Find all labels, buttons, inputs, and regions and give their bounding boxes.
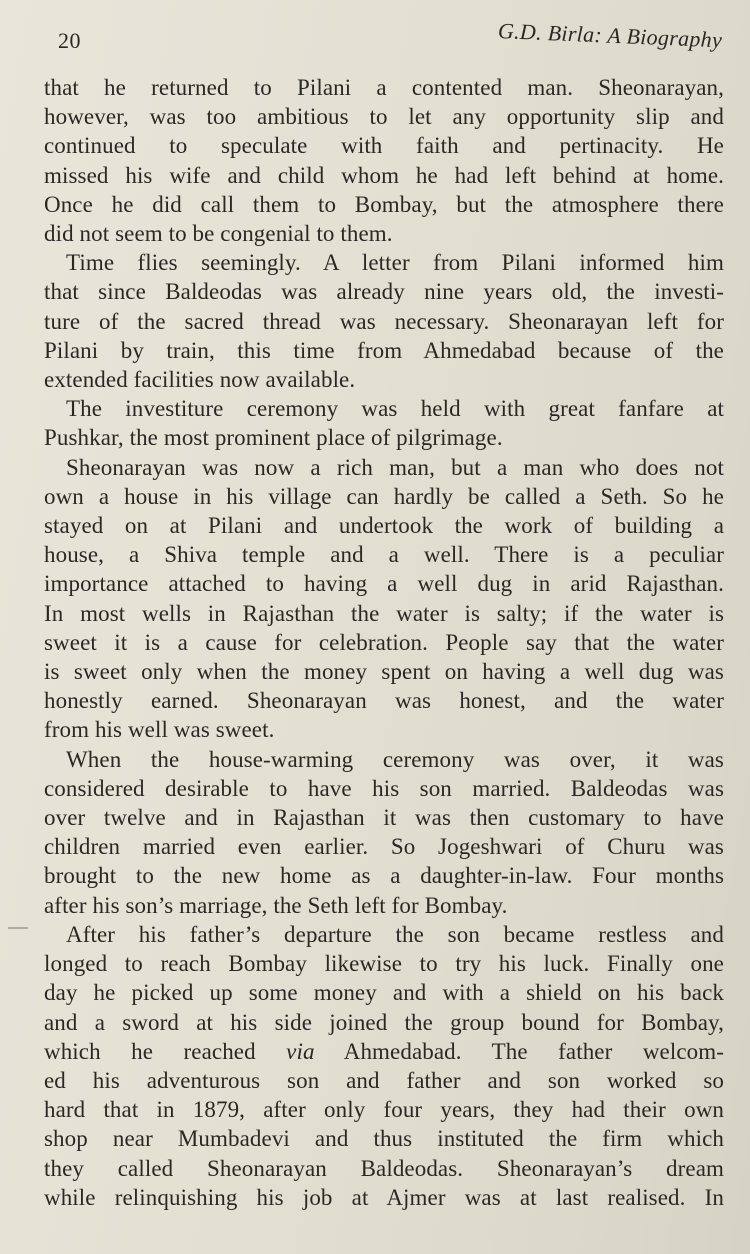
text-line: extended facilities now available. <box>44 367 356 393</box>
body-text <box>44 73 724 1212</box>
running-title: G.D. Birla: A Biography <box>497 18 723 53</box>
text-line: The investiture ceremony was held with great fanfare at <box>66 396 724 422</box>
text-line: that he returned to Pilani a contented man. Sheonarayan, <box>44 75 724 100</box>
text-line: hard that in 1879, after only four years, they had their own <box>44 1097 724 1123</box>
page-header <box>58 16 722 56</box>
text-line: that since Baldeodas was already nine years old, the investi- <box>44 279 724 305</box>
text-line: Once he did call them to Bombay, but the atmosphere there <box>44 191 724 217</box>
text-line: from his well was sweet. <box>44 717 275 743</box>
text-line: When the house-warming ceremony was over, it was <box>66 746 724 772</box>
page-number: 20 <box>58 28 81 53</box>
text-line: missed his wife and child whom he had left behind at home. <box>44 162 724 188</box>
text-line: while relinquishing his job at Ajmer was at last realised. In <box>44 1184 724 1210</box>
margin-pencil-mark <box>8 927 28 929</box>
text-line: shop near Mumbadevi and thus instituted the firm which <box>44 1126 724 1152</box>
text-line: which he reached via Ahmedabad. The father welcom- <box>44 1038 724 1064</box>
text-line: Time flies seemingly. A letter from Pilani informed him <box>66 250 724 276</box>
text-line: over twelve and in Rajasthan it was then customary to have <box>44 805 724 831</box>
text-line: Pilani by train, this time from Ahmedabad because of the <box>44 337 724 363</box>
text-line: house, a Shiva temple and a well. There is a peculiar <box>44 542 724 568</box>
text-line: Sheonarayan was now a rich man, but a man who does not <box>66 454 724 480</box>
text-line: ed his adventurous son and father and son worked so <box>44 1067 724 1093</box>
text-line: Pushkar, the most prominent place of pilgrimage. <box>44 425 503 451</box>
paragraph <box>44 920 724 1212</box>
text-line: stayed on at Pilani and undertook the work of building a <box>44 513 724 539</box>
text-line: importance attached to having a well dug in arid Rajasthan. <box>44 571 724 597</box>
text-line: however, was too ambitious to let any opportunity slip and <box>44 104 724 130</box>
text-line: they called Sheonarayan Baldeodas. Sheonarayan’s dream <box>44 1155 724 1181</box>
text-line: children married even earlier. So Jogeshwari of Churu was <box>44 834 724 860</box>
text-line: In most wells in Rajasthan the water is salty; if the water is <box>44 600 724 626</box>
paragraph <box>44 394 724 452</box>
text-line: sweet it is a cause for celebration. People say that the water <box>44 629 724 655</box>
text-line: is sweet only when the money spent on having a well dug was <box>44 659 724 685</box>
text-line: continued to speculate with faith and pertinacity. He <box>44 133 724 159</box>
paragraph <box>44 73 724 248</box>
text-line: day he picked up some money and with a shield on his back <box>44 980 724 1006</box>
text-line: ture of the sacred thread was necessary. Sheonarayan left for <box>44 308 724 334</box>
text-line: honestly earned. Sheonarayan was honest, and the water <box>44 688 724 714</box>
paragraph <box>44 453 724 745</box>
text-line: after his son’s marriage, the Seth left for Bombay. <box>44 892 508 918</box>
text-line: and a sword at his side joined the group bound for Bombay, <box>44 1009 724 1035</box>
text-line: brought to the new home as a daughter-in-law. Four months <box>44 863 724 889</box>
text-line: considered desirable to have his son married. Baldeodas was <box>44 775 724 801</box>
text-line: After his father’s departure the son became restless and <box>66 921 724 947</box>
text-line: did not seem to be congenial to them. <box>44 221 393 247</box>
paragraph <box>44 745 724 920</box>
text-line: longed to reach Bombay likewise to try his luck. Finally one <box>44 951 724 977</box>
text-line: own a house in his village can hardly be called a Seth. So he <box>44 483 724 509</box>
paragraph <box>44 248 724 394</box>
